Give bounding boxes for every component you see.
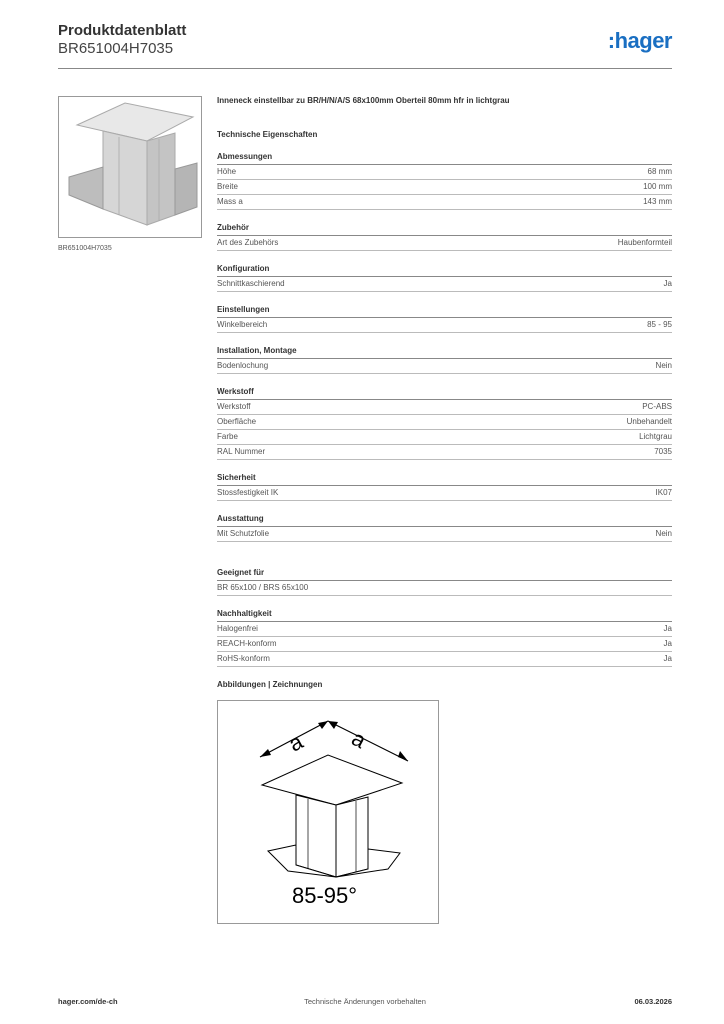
section-title: Ausstattung xyxy=(217,514,672,527)
property-label: Oberfläche xyxy=(217,417,257,426)
property-row xyxy=(217,318,672,333)
property-section xyxy=(217,346,672,374)
property-label: BR 65x100 / BRS 65x100 xyxy=(217,583,309,592)
property-row xyxy=(217,652,672,667)
property-value: PC-ABS xyxy=(642,402,672,411)
property-value: IK07 xyxy=(655,488,672,497)
property-row xyxy=(217,359,672,374)
property-value: 85 - 95 xyxy=(647,320,672,329)
section-title: Werkstoff xyxy=(217,387,672,400)
section-title: Abbildungen | Zeichnungen xyxy=(217,680,323,689)
property-row xyxy=(217,180,672,195)
property-row xyxy=(217,581,672,596)
property-value: 68 mm xyxy=(647,167,672,176)
page-header xyxy=(58,22,672,68)
property-section xyxy=(217,387,672,460)
page-footer xyxy=(58,997,672,1009)
dim-a-left-label: a xyxy=(284,728,307,757)
property-value: Ja xyxy=(663,654,672,663)
drawings-section xyxy=(217,680,672,924)
property-value: 100 mm xyxy=(643,182,672,191)
property-row xyxy=(217,445,672,460)
section-title: Einstellungen xyxy=(217,305,672,318)
product-image-caption: BR651004H7035 xyxy=(58,245,112,252)
header-divider xyxy=(58,68,672,69)
property-label: Schnittkaschierend xyxy=(217,279,285,288)
footer-note: Technische Änderungen vorbehalten xyxy=(304,997,426,1006)
section-title: Sicherheit xyxy=(217,473,672,486)
property-section xyxy=(217,305,672,333)
property-value: Ja xyxy=(663,279,672,288)
property-row xyxy=(217,415,672,430)
tech-properties-heading: Technische Eigenschaften xyxy=(217,130,318,139)
property-row xyxy=(217,430,672,445)
section-title: Abmessungen xyxy=(217,152,672,165)
properties-sections xyxy=(217,152,672,542)
footer-url[interactable]: hager.com/de-ch xyxy=(58,997,118,1006)
main-content xyxy=(217,96,672,924)
property-value: Nein xyxy=(655,529,672,538)
property-row xyxy=(217,400,672,415)
property-value: 143 mm xyxy=(643,197,672,206)
property-row xyxy=(217,277,672,292)
product-image xyxy=(58,96,202,238)
property-section xyxy=(217,152,672,210)
property-row xyxy=(217,622,672,637)
property-label: Farbe xyxy=(217,432,238,441)
property-value: Nein xyxy=(655,361,672,370)
property-row xyxy=(217,486,672,501)
property-label: RoHS-konform xyxy=(217,654,270,663)
section-title: Nachhaltigkeit xyxy=(217,609,672,622)
property-label: REACH-konform xyxy=(217,639,277,648)
property-row xyxy=(217,236,672,251)
property-section xyxy=(217,514,672,542)
property-label: Art des Zubehörs xyxy=(217,238,279,247)
property-label: Breite xyxy=(217,182,238,191)
property-label: Höhe xyxy=(217,167,237,176)
property-section xyxy=(217,264,672,292)
property-label: RAL Nummer xyxy=(217,447,266,456)
page-title: Produktdatenblatt xyxy=(58,22,187,39)
property-label: Stossfestigkeit IK xyxy=(217,488,279,497)
property-label: Mit Schutzfolie xyxy=(217,529,270,538)
footer-date: 06.03.2026 xyxy=(634,997,672,1006)
angle-range-label: 85-95° xyxy=(292,883,358,908)
property-label: Werkstoff xyxy=(217,402,251,411)
article-number: BR651004H7035 xyxy=(58,40,174,57)
property-row xyxy=(217,165,672,180)
property-label: Mass a xyxy=(217,197,243,206)
dim-a-right-label: a xyxy=(347,725,371,754)
section-title: Zubehör xyxy=(217,223,672,236)
section-title: Geeignet für xyxy=(217,568,672,581)
property-row xyxy=(217,195,672,210)
property-value: 7035 xyxy=(654,447,672,456)
suitable-section xyxy=(217,568,672,596)
product-description: Inneneck einstellbar zu BR/H/N/A/S 68x100mm Oberteil 80mm hfr in lichtgrau xyxy=(217,96,510,105)
property-section xyxy=(217,473,672,501)
property-value: Lichtgrau xyxy=(639,432,672,441)
property-row xyxy=(217,527,672,542)
property-label: Winkelbereich xyxy=(217,320,268,329)
property-value: Unbehandelt xyxy=(626,417,672,426)
property-value: Haubenformteil xyxy=(617,238,672,247)
section-title: Installation, Montage xyxy=(217,346,672,359)
property-value: Ja xyxy=(663,624,672,633)
property-section xyxy=(217,223,672,251)
technical-drawing xyxy=(217,700,439,924)
property-label: Bodenlochung xyxy=(217,361,269,370)
sustainability-section xyxy=(217,609,672,667)
property-label: Halogenfrei xyxy=(217,624,258,633)
property-row xyxy=(217,637,672,652)
section-title: Konfiguration xyxy=(217,264,672,277)
hager-logo: :hager xyxy=(607,28,672,53)
property-value: Ja xyxy=(663,639,672,648)
